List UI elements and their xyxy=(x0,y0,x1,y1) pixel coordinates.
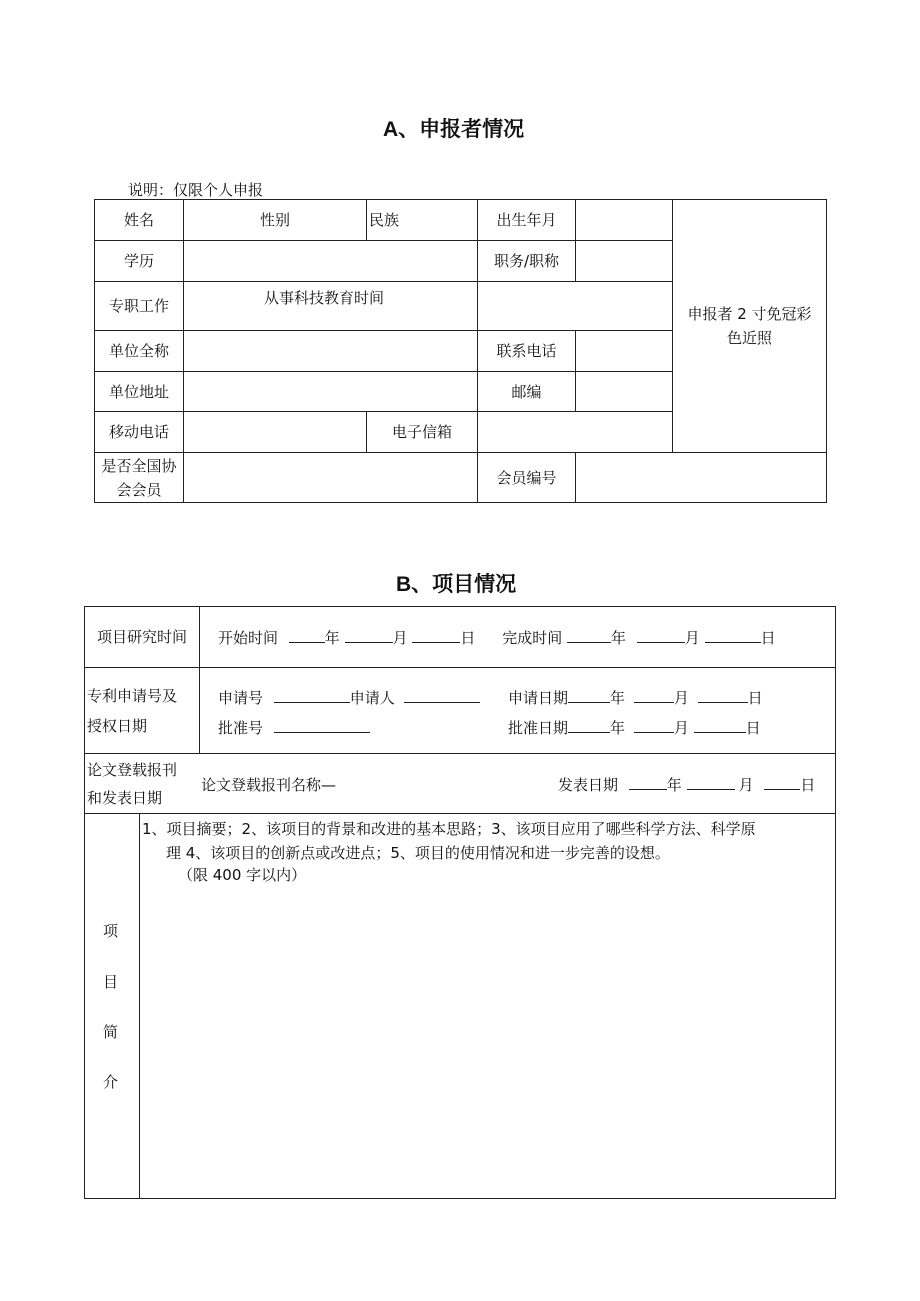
apply-date-label: 申请日期 xyxy=(508,689,569,707)
approve-day-unit: 日 xyxy=(745,719,761,737)
apply-month-unit: 月 xyxy=(673,689,689,707)
finish-day-input[interactable] xyxy=(705,628,761,643)
approve-year-input[interactable] xyxy=(568,718,610,733)
pub-year-unit: 年 xyxy=(666,776,682,794)
mobile-field[interactable] xyxy=(184,412,366,452)
finish-month-unit: 月 xyxy=(684,629,700,647)
approve-month-input[interactable] xyxy=(634,718,674,733)
intro-line-1: 1、项目摘要；2、该项目的背景和改进的基本思路；3、该项目应用了哪些科学方法、科学原 xyxy=(142,820,756,838)
apply-no-input[interactable] xyxy=(274,688,350,703)
finish-year-input[interactable] xyxy=(567,628,611,643)
label-member xyxy=(95,453,183,502)
photo-note-line2: 色近照 xyxy=(726,329,772,347)
label-phone: 联系电话 xyxy=(496,342,557,360)
birth-field[interactable] xyxy=(576,200,672,240)
years-field[interactable] xyxy=(478,282,672,330)
member-no-field[interactable] xyxy=(576,453,826,502)
label-research-time: 项目研究时间 xyxy=(96,628,187,646)
patent-approve-date xyxy=(508,717,761,738)
start-month-unit: 月 xyxy=(392,629,408,647)
pub-date-fields xyxy=(558,774,815,795)
label-name: 姓名 xyxy=(123,211,154,229)
label-patent xyxy=(85,668,201,753)
pub-day-input[interactable] xyxy=(764,775,800,790)
label-paper xyxy=(85,754,201,813)
intro-side-label xyxy=(85,814,139,1198)
start-year-input[interactable] xyxy=(289,628,325,643)
finish-time-label: 完成时间 xyxy=(502,629,563,647)
label-email: 电子信箱 xyxy=(391,423,452,441)
apply-day-unit: 日 xyxy=(747,689,763,707)
position-field[interactable] xyxy=(576,241,672,281)
pub-month-input[interactable] xyxy=(687,775,735,790)
label-position: 职务/职称 xyxy=(493,252,560,270)
finish-year-unit: 年 xyxy=(610,629,626,647)
label-postcode: 邮编 xyxy=(511,382,542,401)
label-mobile: 移动电话 xyxy=(108,423,169,441)
journal-label: 论文登载报刊名称— xyxy=(201,776,337,794)
finish-month-input[interactable] xyxy=(637,628,685,643)
label-paper-line2: 和发表日期 xyxy=(87,788,163,807)
intro-side-char-1: 项 xyxy=(103,922,119,940)
unit-address-field[interactable] xyxy=(184,372,477,411)
section-a-note: 说明：仅限个人申报 xyxy=(128,181,264,199)
label-member-no: 会员编号 xyxy=(496,468,557,487)
postcode-field[interactable] xyxy=(576,372,672,411)
start-day-input[interactable] xyxy=(412,628,460,643)
applicant-input[interactable] xyxy=(404,688,480,703)
pub-day-unit: 日 xyxy=(800,776,816,794)
patent-apply-date xyxy=(508,687,763,708)
pub-month-unit: 月 xyxy=(738,776,754,794)
label-education: 学历 xyxy=(123,252,154,270)
pub-date-label: 发表日期 xyxy=(558,776,619,794)
intro-line-3: （限 400 字以内） xyxy=(178,866,307,884)
intro-textarea[interactable] xyxy=(141,890,833,1196)
apply-month-input[interactable] xyxy=(634,688,674,703)
education-field[interactable] xyxy=(184,241,477,281)
start-year-unit: 年 xyxy=(324,629,340,647)
label-paper-line1: 论文登载报刊 xyxy=(87,760,178,779)
finish-day-unit: 日 xyxy=(760,629,776,647)
start-time-label: 开始时间 xyxy=(218,629,279,647)
apply-day-input[interactable] xyxy=(698,688,748,703)
phone-field[interactable] xyxy=(576,331,672,371)
approve-month-unit: 月 xyxy=(673,719,689,737)
apply-year-unit: 年 xyxy=(610,689,626,707)
label-gender: 性别 xyxy=(259,211,290,229)
photo-box[interactable] xyxy=(673,200,826,452)
approve-date-label: 批准日期 xyxy=(508,719,569,737)
label-fulltime: 专职工作 xyxy=(108,297,169,315)
research-time-fields xyxy=(218,627,776,648)
label-years: 从事科技教育时间 xyxy=(264,289,385,307)
intro-side-char-4: 介 xyxy=(103,1073,119,1091)
pub-year-input[interactable] xyxy=(629,775,667,790)
patent-apply-fields xyxy=(218,687,480,708)
label-patent-line2: 授权日期 xyxy=(87,716,148,735)
label-unit-name: 单位全称 xyxy=(108,342,169,360)
patent-approve-fields xyxy=(218,717,370,738)
label-birth: 出生年月 xyxy=(496,211,557,229)
apply-no-label: 申请号 xyxy=(218,689,264,707)
section-b-title: B、项目情况 xyxy=(396,573,517,596)
email-field[interactable] xyxy=(478,412,672,452)
approve-no-label: 批准号 xyxy=(218,719,264,737)
label-unit-address: 单位地址 xyxy=(108,382,169,401)
member-field[interactable] xyxy=(184,453,477,502)
unit-name-field[interactable] xyxy=(184,331,477,371)
apply-year-input[interactable] xyxy=(568,688,610,703)
applicant-label: 申请人 xyxy=(349,689,395,707)
start-day-unit: 日 xyxy=(460,629,476,647)
photo-note-line1: 申报者 2 寸免冠彩 xyxy=(687,305,812,323)
start-month-input[interactable] xyxy=(345,628,393,643)
section-a-title: A、申报者情况 xyxy=(383,118,525,141)
intro-side-char-3: 简 xyxy=(103,1023,119,1041)
label-member-line2: 会会员 xyxy=(116,480,162,499)
intro-line-2: 理 4、该项目的创新点或改进点；5、项目的使用情况和进一步完善的设想。 xyxy=(166,844,670,862)
label-ethnicity: 民族 xyxy=(369,211,400,229)
approve-year-unit: 年 xyxy=(610,719,626,737)
intro-side-char-2: 目 xyxy=(103,973,119,991)
approve-day-input[interactable] xyxy=(694,718,746,733)
approve-no-input[interactable] xyxy=(274,718,370,733)
label-patent-line1: 专利申请号及 xyxy=(87,686,178,705)
label-member-line1: 是否全国协 xyxy=(101,456,177,475)
